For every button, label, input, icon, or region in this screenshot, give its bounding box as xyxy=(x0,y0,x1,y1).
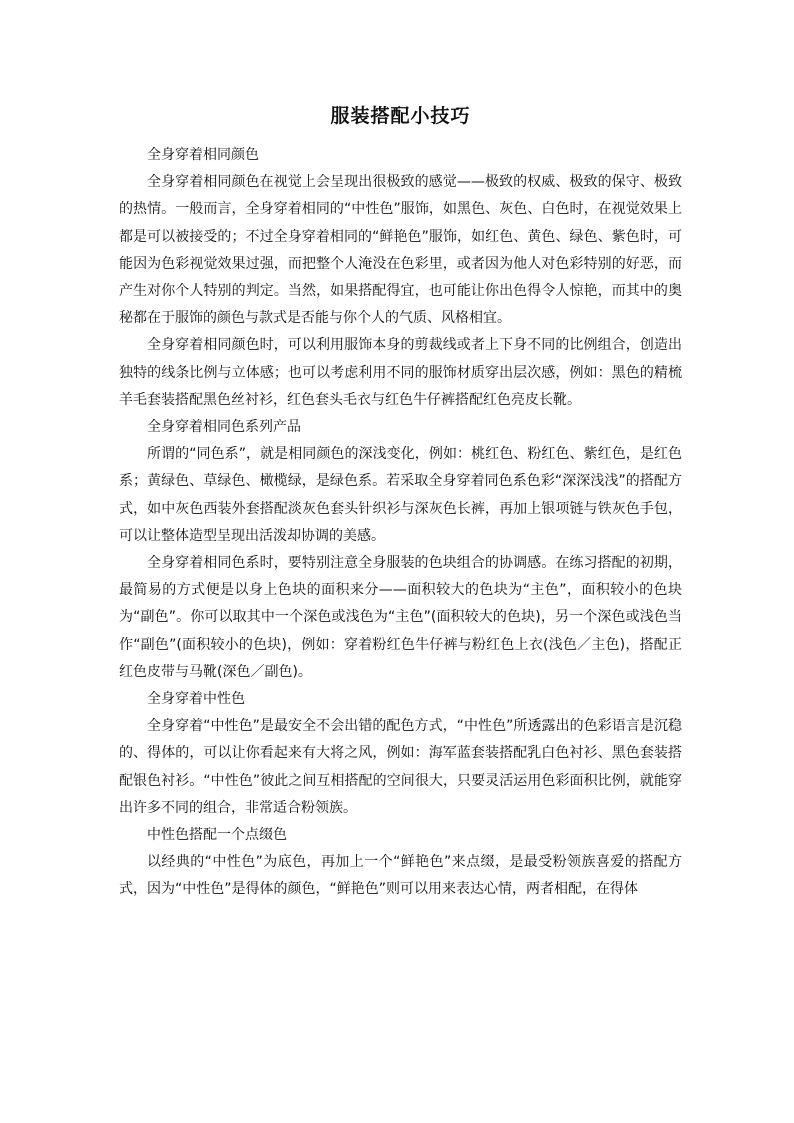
document-body xyxy=(119,142,682,904)
section-heading: 全身穿着相同颜色 xyxy=(147,147,259,163)
paragraph: 全身穿着相同色系时，要特别注意全身服装的色块组合的协调感。在练习搭配的初期，最简易的方式便是以身上色块的面积来分——面积较大的色块为“主色”，面积较小的色块为“副色”。你可以取其中一个深色或浅色为“主色”(面积较大的色块)，另一个深色或浅色当作“副色”(面积较小的色块)，例如：穿着粉红色牛仔裤与粉红色上衣(浅色／主色)，搭配正红色皮带与马靴(深色／副色)。 xyxy=(119,555,682,680)
section-heading: 中性色搭配一个点缀色 xyxy=(147,827,287,844)
section-heading: 全身穿着中性色 xyxy=(147,691,245,708)
paragraph: 全身穿着相同颜色在视觉上会呈现出很极致的感觉——极致的权威、极致的保守、极致的热情。一般而言，全身穿着相同的“中性色”服饰，如黑色、灰色、白色时，在视觉效果上都是可以被接受的；不过全身穿着相同的“鲜艳色”服饰，如红色、黄色、绿色、紫色时，可能因为色彩视觉效果过强，而把整个人淹没在色彩里，或者因为他人对色彩特别的好恶，而产生对你个人特别的判定。当然，如果搭配得宜，也可能让你出色得令人惊艳，而其中的奥秘都在于服饰的颜色与款式是否能与你个人的气质、风格相宜。 xyxy=(119,174,682,327)
paragraph: 以经典的“中性色”为底色，再加上一个“鲜艳色”来点缀，是最受粉领族喜爱的搭配方式，因为“中性色”是得体的颜色，“鲜艳色”则可以用来表达心情，两者相配，在得体 xyxy=(119,854,682,898)
paragraph: 所谓的“同色系”，就是相同颜色的深浅变化，例如：桃红色、粉红色、紫红色，是红色系；黄绿色、草绿色、橄榄绿，是绿色系。若采取全身穿着同色系色彩“深深浅浅”的搭配方式，如中灰色西装外套搭配淡灰色套头针织衫与深灰色长裤，再加上银项链与铁灰色手包，可以让整体造型呈现出活泼却协调的美感。 xyxy=(119,446,682,544)
paragraph: 全身穿着“中性色”是最安全不会出错的配色方式，“中性色”所透露出的色彩语言是沉稳的、得体的，可以让你看起来有大将之风，例如：海军蓝套装搭配乳白色衬衫、黑色套装搭配银色衬衫。“中性色”彼此之间互相搭配的空间很大，只要灵活运用色彩面积比例，就能穿出许多不同的组合，非常适合粉领族。 xyxy=(119,718,682,816)
document-page xyxy=(119,0,682,1123)
section-heading: 全身穿着相同色系列产品 xyxy=(147,419,301,436)
paragraph: 全身穿着相同颜色时，可以利用服饰本身的剪裁线或者上下身不同的比例组合，创造出独特的线条比例与立体感；也可以考虑利用不同的服饰材质穿出层次感，例如：黑色的精梳羊毛套装搭配黑色丝衬衫，红色套头毛衣与红色牛仔裤搭配红色亮皮长靴。 xyxy=(119,337,682,408)
page-title: 服装搭配小技巧 xyxy=(330,105,471,127)
